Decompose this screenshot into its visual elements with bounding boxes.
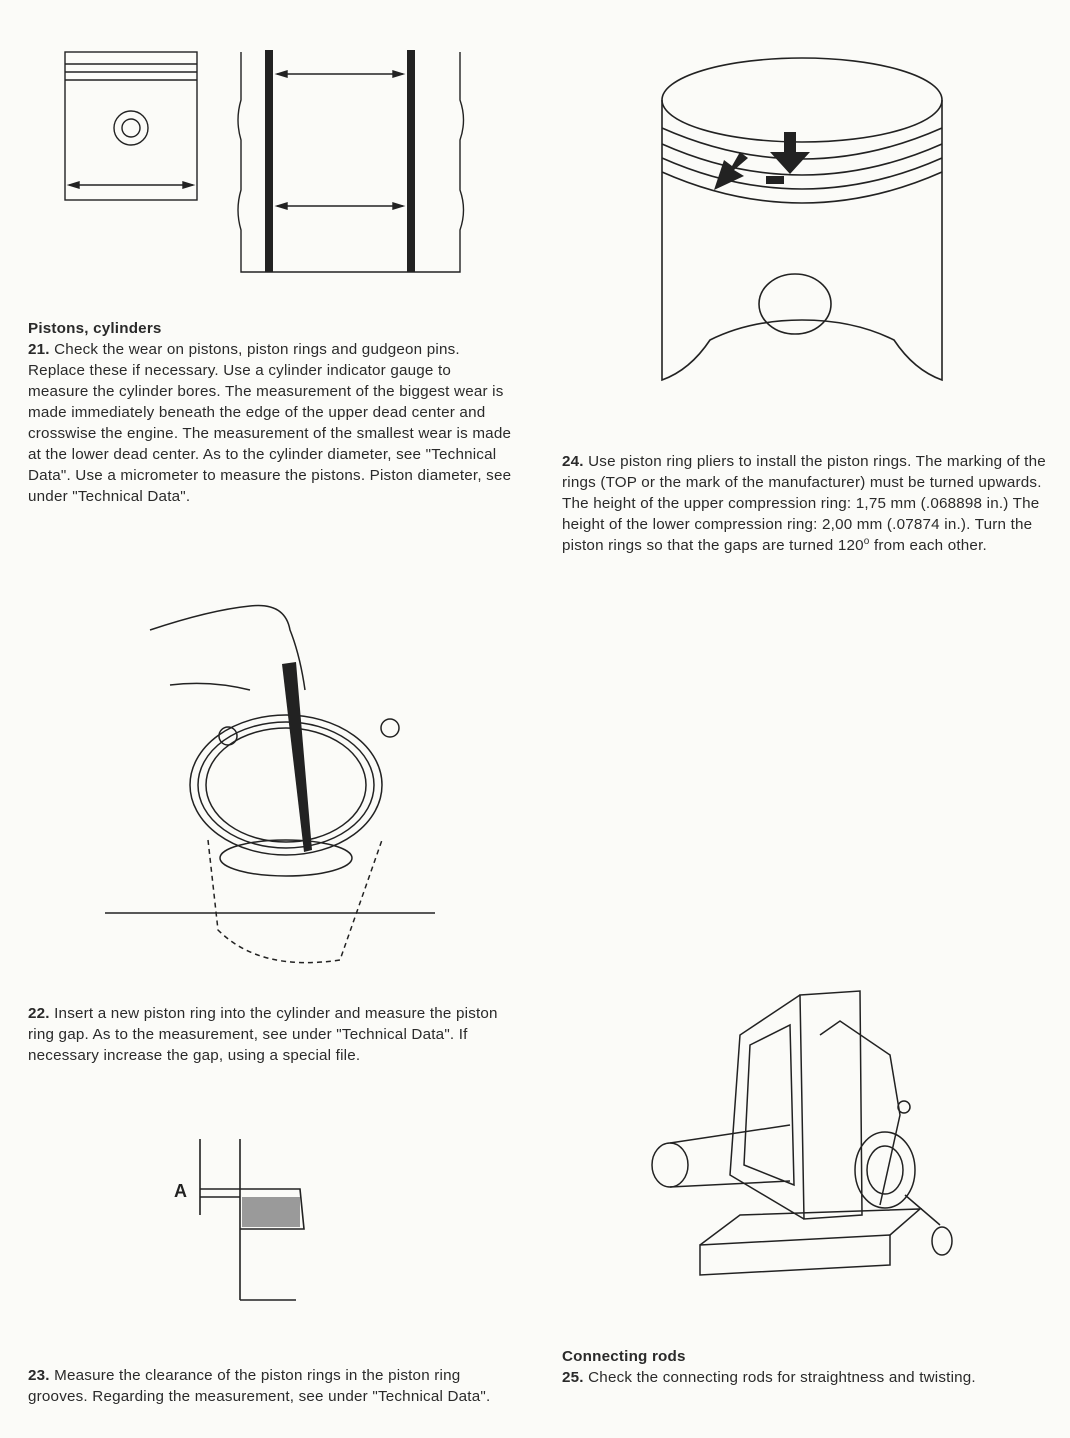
section-heading: Connecting rods [562, 1348, 686, 1365]
figure-piston-rings-installed [650, 40, 960, 405]
paragraph-text: Measure the clearance of the piston rings in the piston ring grooves. Regarding the measurement, see under "Technical Data". [28, 1367, 491, 1405]
section-ring-gap [28, 1003, 512, 1066]
figure-ring-groove-clearance [170, 1135, 310, 1305]
section-heading: Pistons, cylinders [28, 320, 162, 337]
paragraph-text: Check the wear on pistons, piston rings and gudgeon pins. Replace these if necessary. Use a cylinder indicator gauge to measure the cylinder bores. The measurement of the biggest wear is made immediately beneath the edge of the upper dead center and crosswise the engine. The measurement of the smallest wear is made at the lower dead center. As to the cylinder diameter, see "Technical Data". Use a micrometer to measure the pistons. Piston diameter, see under "Technical Data". [28, 341, 512, 505]
item-number: 24. [562, 453, 584, 470]
paragraph-text: Check the connecting rods for straightness and twisting. [588, 1369, 976, 1386]
section-ring-clearance [28, 1365, 512, 1407]
groove-dimension-label: A [174, 1181, 187, 1201]
figure-piston-cylinder-measurement [55, 40, 475, 290]
paragraph-text: Insert a new piston ring into the cylinder and measure the piston ring gap. As to the measurement, see under "Technical Data". If necessary increase the gap, using a special file. [28, 1005, 498, 1064]
item-number: 22. [28, 1005, 50, 1022]
paragraph-text: Use piston ring pliers to install the piston rings. The marking of the rings (TOP or the mark of the manufacturer) must be turned upwards. The height of the upper compression ring: 1,75 mm (.068898 in.) The height of the lower compression ring: 2,00 mm (.07874 in.). Turn the piston rings so that the gaps are turned 120 [562, 453, 1046, 554]
paragraph-text-end: from each other. [869, 537, 987, 554]
section-ring-installation [562, 451, 1048, 556]
item-number: 23. [28, 1367, 50, 1384]
item-number: 21. [28, 341, 50, 358]
figure-connecting-rod-fixture [640, 985, 960, 1280]
degree-superscript: o [863, 535, 870, 547]
section-connecting-rods [562, 1346, 1048, 1388]
section-pistons-cylinders [28, 318, 512, 507]
item-number: 25. [562, 1369, 584, 1386]
figure-ring-gap-measurement [100, 600, 440, 975]
